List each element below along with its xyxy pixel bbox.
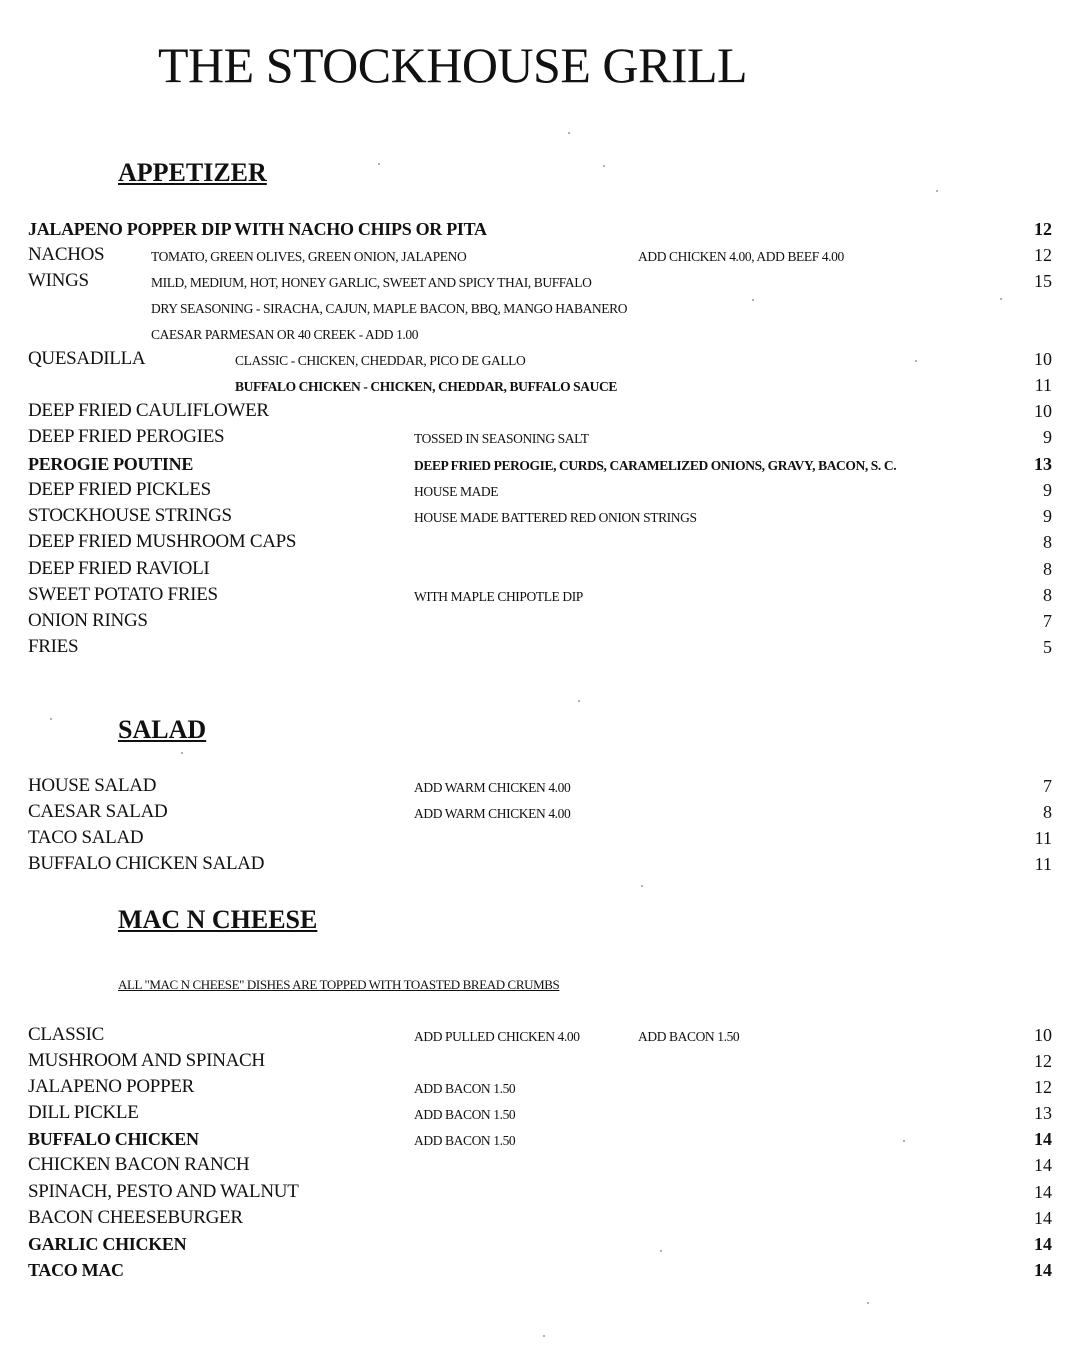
menu-item-continued	[28, 294, 1052, 320]
item-description: ADD PULLED CHICKEN 4.00	[414, 1029, 580, 1044]
item-description: TOMATO, GREEN OLIVES, GREEN ONION, JALAPENO	[151, 249, 467, 264]
item-addon: ADD BACON 1.50	[638, 1029, 740, 1044]
item-description: ADD WARM CHICKEN 4.00	[414, 780, 571, 795]
item-name: DEEP FRIED PEROGIES	[28, 426, 225, 447]
item-name: TACO SALAD	[28, 827, 144, 848]
menu-item	[28, 634, 1052, 660]
item-name: DEEP FRIED MUSHROOM CAPS	[28, 531, 297, 552]
menu-item	[28, 1100, 1052, 1126]
item-description: ADD WARM CHICKEN 4.00	[414, 806, 571, 821]
item-description: TOSSED IN SEASONING SALT	[414, 431, 589, 446]
scan-speck	[752, 299, 754, 301]
scan-speck	[1000, 298, 1002, 300]
scan-speck	[867, 1302, 869, 1304]
item-description: CLASSIC - CHICKEN, CHEDDAR, PICO DE GALLO	[235, 353, 526, 368]
item-price: 5	[1043, 637, 1052, 657]
item-price: 8	[1043, 802, 1052, 822]
item-price: 12	[1034, 1077, 1052, 1097]
menu-item	[28, 451, 1052, 477]
menu-item	[28, 825, 1052, 851]
menu-item	[28, 1257, 1052, 1283]
item-price: 12	[1034, 219, 1052, 239]
item-price: 10	[1034, 401, 1052, 421]
item-description: DRY SEASONING - SIRACHA, CAJUN, MAPLE BACON, BBQ, MANGO HABANERO	[151, 301, 628, 316]
item-name: FRIES	[28, 636, 79, 657]
item-price: 13	[1034, 1103, 1052, 1123]
item-name: DEEP FRIED CAULIFLOWER	[28, 400, 269, 421]
item-price: 12	[1034, 1051, 1052, 1071]
menu-item	[28, 582, 1052, 608]
menu-item-variant	[28, 372, 1052, 398]
menu-item	[28, 529, 1052, 555]
item-price: 11	[1034, 828, 1052, 848]
item-name: WINGS	[28, 270, 89, 291]
menu-item	[28, 799, 1052, 825]
item-name: GARLIC CHICKEN	[28, 1234, 187, 1254]
item-price: 14	[1034, 1234, 1052, 1254]
scan-speck	[378, 163, 380, 165]
menu-item	[28, 1205, 1052, 1231]
item-price: 14	[1034, 1182, 1052, 1202]
item-name: CLASSIC	[28, 1024, 105, 1045]
item-name: BUFFALO CHICKEN SALAD	[28, 853, 265, 874]
item-description: BUFFALO CHICKEN - CHICKEN, CHEDDAR, BUFFALO SAUCE	[235, 379, 617, 394]
section-heading-appetizer: APPETIZER	[118, 158, 267, 187]
scan-speck	[578, 700, 580, 702]
item-name: SWEET POTATO FRIES	[28, 584, 218, 605]
menu-item	[28, 346, 1052, 372]
item-description: ADD BACON 1.50	[414, 1081, 516, 1096]
item-name: TACO MAC	[28, 1260, 124, 1280]
menu-item	[28, 773, 1052, 799]
item-name: SPINACH, PESTO AND WALNUT	[28, 1181, 299, 1202]
menu-item	[28, 608, 1052, 634]
item-name: BUFFALO CHICKEN	[28, 1129, 199, 1149]
menu-item	[28, 1022, 1052, 1048]
item-price: 7	[1043, 611, 1052, 631]
scan-speck	[915, 360, 917, 362]
menu-item	[28, 1152, 1052, 1178]
scan-speck	[660, 1250, 662, 1252]
item-name: JALAPENO POPPER DIP WITH NACHO CHIPS OR PITA	[28, 219, 487, 239]
item-price: 8	[1043, 559, 1052, 579]
menu-item	[28, 242, 1052, 268]
scan-speck	[50, 718, 52, 720]
scan-speck	[543, 1335, 545, 1337]
item-price: 14	[1034, 1260, 1052, 1280]
item-description: ADD BACON 1.50	[414, 1107, 516, 1122]
item-price: 7	[1043, 776, 1052, 796]
item-price: 8	[1043, 585, 1052, 605]
item-description: DEEP FRIED PEROGIE, CURDS, CARAMELIZED ONIONS, GRAVY, BACON, S. C.	[414, 458, 897, 473]
item-description: WITH MAPLE CHIPOTLE DIP	[414, 589, 583, 604]
item-price: 10	[1034, 1025, 1052, 1045]
item-price: 11	[1034, 854, 1052, 874]
item-name: STOCKHOUSE STRINGS	[28, 505, 232, 526]
menu-item	[28, 1048, 1052, 1074]
menu-item	[28, 851, 1052, 877]
item-price: 9	[1043, 480, 1052, 500]
item-price: 10	[1034, 349, 1052, 369]
menu-item	[28, 1074, 1052, 1100]
menu-item	[28, 398, 1052, 424]
item-price: 11	[1034, 375, 1052, 395]
menu-item	[28, 477, 1052, 503]
item-price: 14	[1034, 1208, 1052, 1228]
menu-item	[28, 503, 1052, 529]
item-name: DILL PICKLE	[28, 1102, 139, 1123]
menu-item	[28, 1126, 1052, 1152]
section-heading-mac-n-cheese: MAC N CHEESE	[118, 905, 318, 934]
menu-title: THE STOCKHOUSE GRILL	[158, 37, 748, 93]
item-price: 15	[1034, 271, 1052, 291]
menu-item	[28, 1231, 1052, 1257]
item-name: BACON CHEESEBURGER	[28, 1207, 243, 1228]
item-name: CHICKEN BACON RANCH	[28, 1154, 250, 1175]
item-price: 14	[1034, 1155, 1052, 1175]
scan-speck	[641, 885, 643, 887]
item-name: DEEP FRIED PICKLES	[28, 479, 211, 500]
menu-item	[28, 268, 1052, 294]
item-name: MUSHROOM AND SPINACH	[28, 1050, 265, 1071]
item-price: 12	[1034, 245, 1052, 265]
item-name: QUESADILLA	[28, 348, 146, 369]
item-description: CAESAR PARMESAN OR 40 CREEK - ADD 1.00	[151, 327, 419, 342]
menu-item	[28, 424, 1052, 450]
item-addon: ADD CHICKEN 4.00, ADD BEEF 4.00	[638, 249, 844, 264]
scan-speck	[568, 132, 570, 134]
menu-item	[28, 556, 1052, 582]
item-description: ADD BACON 1.50	[414, 1133, 516, 1148]
menu-item	[28, 216, 1052, 242]
scan-speck	[181, 752, 183, 754]
menu-item-continued	[28, 320, 1052, 346]
item-name: JALAPENO POPPER	[28, 1076, 195, 1097]
item-name: NACHOS	[28, 244, 105, 265]
item-name: CAESAR SALAD	[28, 801, 168, 822]
scan-speck	[903, 1140, 905, 1142]
item-price: 9	[1043, 506, 1052, 526]
menu-item	[28, 1179, 1052, 1205]
section-note: ALL "MAC N CHEESE" DISHES ARE TOPPED WITH TOASTED BREAD CRUMBS	[118, 977, 560, 992]
section-heading-salad: SALAD	[118, 715, 207, 744]
item-price: 13	[1034, 454, 1052, 474]
scan-speck	[936, 190, 938, 192]
item-name: DEEP FRIED RAVIOLI	[28, 558, 210, 579]
item-price: 8	[1043, 532, 1052, 552]
item-price: 9	[1043, 427, 1052, 447]
item-description: HOUSE MADE	[414, 484, 499, 499]
item-price: 14	[1034, 1129, 1052, 1149]
item-name: HOUSE SALAD	[28, 775, 157, 796]
scan-speck	[603, 165, 605, 167]
item-description: HOUSE MADE BATTERED RED ONION STRINGS	[414, 510, 697, 525]
item-name: ONION RINGS	[28, 610, 148, 631]
item-name: PEROGIE POUTINE	[28, 454, 194, 474]
item-description: MILD, MEDIUM, HOT, HONEY GARLIC, SWEET AND SPICY THAI, BUFFALO	[151, 275, 592, 290]
